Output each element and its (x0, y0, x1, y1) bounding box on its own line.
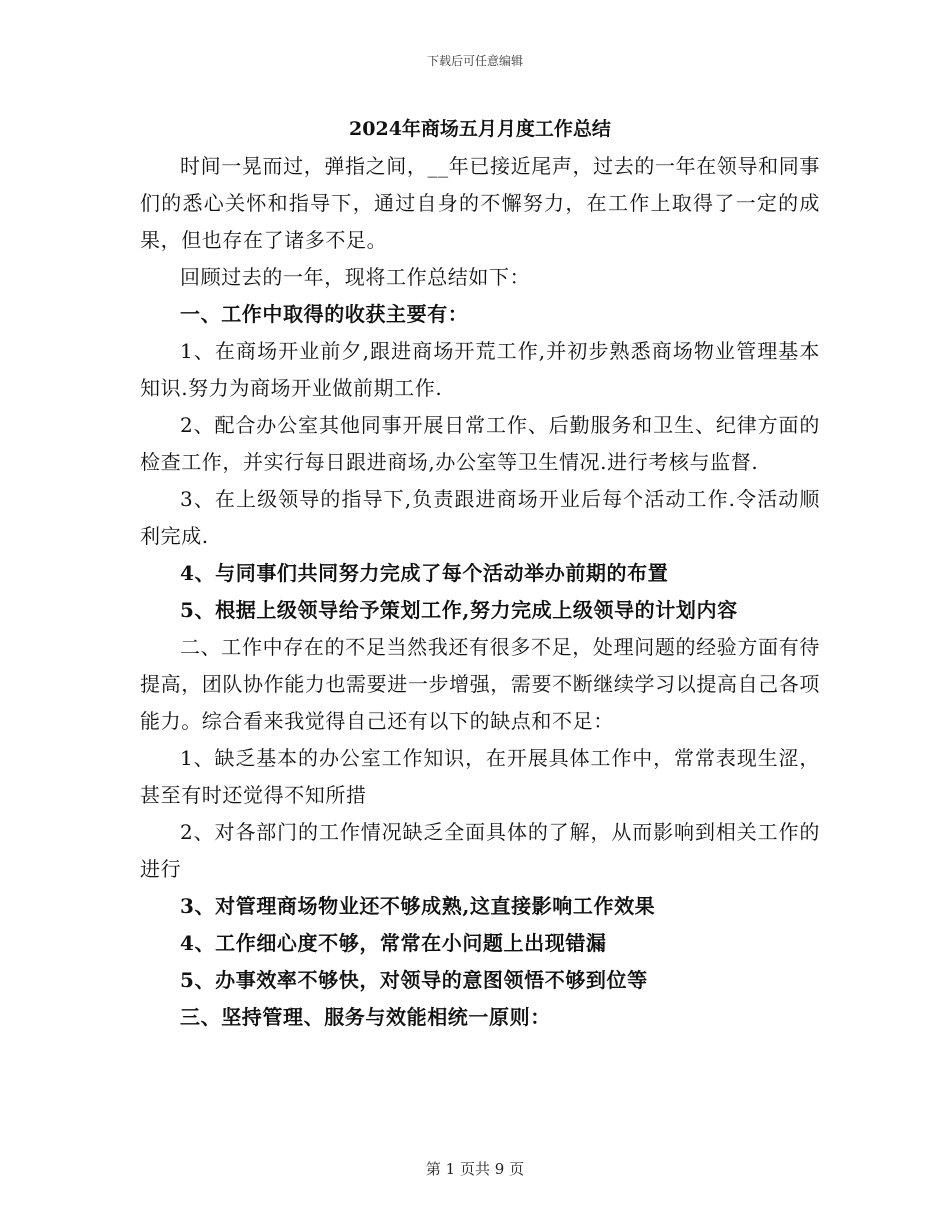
page-header: 下载后可任意编辑 (426, 54, 523, 68)
paragraph-review: 回顾过去的一年，现将工作总结如下： (180, 265, 531, 289)
paragraph-section-2: 二、工作中存在的不足当然我还有很多不足，处理问题的经验方面有待提高，团队协作能力也需要进一步增强，需要不断继续学习以提高自己各项能力。综合看来我觉得自己还有以下的缺点和不足： (140, 635, 820, 733)
list-item-shortcoming-4: 4、工作细心度不够，常常在小问题上出现错漏 (180, 931, 607, 955)
list-item-gain-5: 5、根据上级领导给予策划工作,努力完成上级领导的计划内容 (180, 598, 738, 622)
list-item-shortcoming-1: 1、缺乏基本的办公室工作知识，在开展具体工作中，常常表现生涩，甚至有时还觉得不知所措 (140, 746, 820, 807)
list-item-shortcoming-2: 2、对各部门的工作情况缺乏全面具体的了解，从而影响到相关工作的进行 (140, 820, 820, 881)
heading-section-1: 一、工作中取得的收获主要有： (180, 302, 469, 326)
list-item-gain-3: 3、在上级领导的指导下,负责跟进商场开业后每个活动工作.令活动顺利完成. (140, 487, 820, 548)
list-item-gain-2: 2、配合办公室其他同事开展日常工作、后勤服务和卫生、纪律方面的检查工作，并实行每日跟进商场,办公室等卫生情况.进行考核与监督. (140, 413, 820, 474)
heading-section-3: 三、坚持管理、服务与效能相统一原则： (180, 1005, 551, 1029)
document-body (140, 110, 820, 1036)
document-title: 2024年商场五月月度工作总结 (349, 118, 611, 140)
list-item-gain-4: 4、与同事们共同努力完成了每个活动举办前期的布置 (180, 561, 669, 585)
list-item-shortcoming-3: 3、对管理商场物业还不够成熟,这直接影响工作效果 (180, 894, 656, 918)
paragraph-intro: 时间一晃而过，弹指之间，__年已接近尾声，过去的一年在领导和同事们的悉心关怀和指导下，通过自身的不懈努力，在工作上取得了一定的成果，但也存在了诸多不足。 (140, 154, 820, 252)
list-item-gain-1: 1、在商场开业前夕,跟进商场开荒工作,并初步熟悉商场物业管理基本知识.努力为商场开业做前期工作. (140, 339, 820, 400)
page-footer: 第 1 页共 9 页 (425, 1160, 525, 1178)
list-item-shortcoming-5: 5、办事效率不够快，对领导的意图领悟不够到位等 (180, 968, 648, 992)
